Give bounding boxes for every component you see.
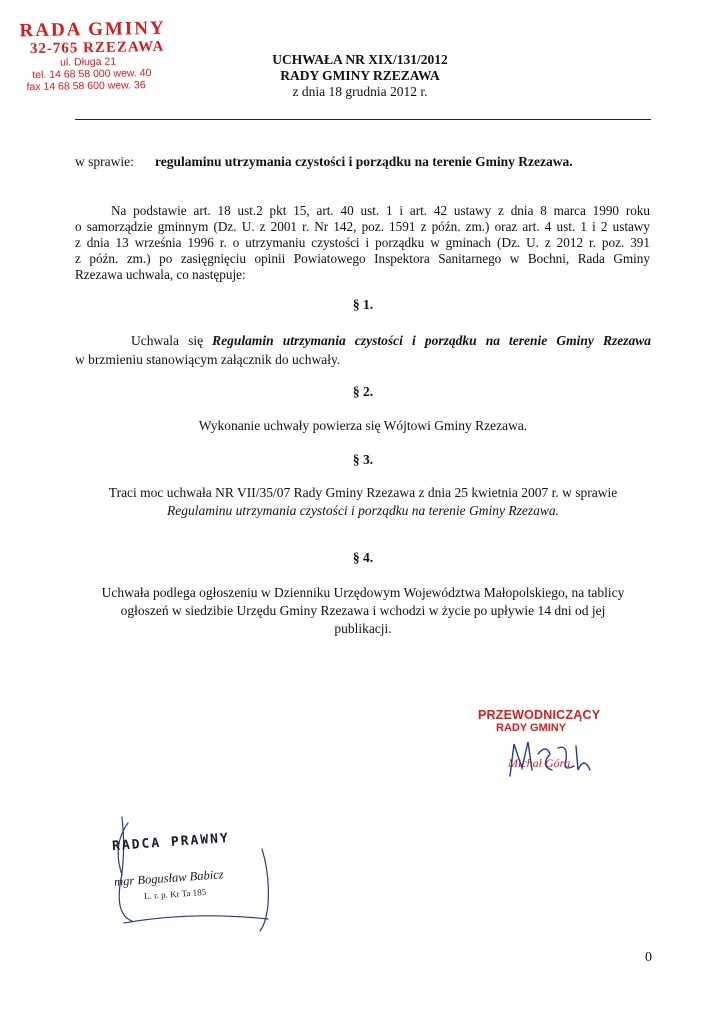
chairman-name: Michał Góra <box>508 756 571 770</box>
preamble-line: z dnia 13 września 1996 r. o utrzymaniu czystości i porządku w gminach (Dz. U. z 2012 r. poz. 391 <box>75 235 650 250</box>
stamp-phone: tel. 14 68 58 000 wew. 40 <box>32 67 152 82</box>
resolution-date: z dnia 18 grudnia 2012 r. <box>292 84 428 99</box>
council-stamp <box>15 19 176 94</box>
legal-advisor-stamp <box>92 815 292 935</box>
section-1-prefix: Uchwala się <box>131 333 213 348</box>
preamble-line: z późn. zm.) po zasięgnięciu opinii Powiatowego Inspektora Sanitarnego w Bochni, Rada Gminy <box>75 251 650 266</box>
page-number: 0 <box>645 950 652 965</box>
header-divider <box>75 119 651 120</box>
preamble-line: Rzezawa uchwala, co następuje: <box>75 267 246 282</box>
preamble-line: o samorządzie gminnym (Dz. U. z 2001 r. Nr 142, poz. 1591 z późn. zm.) oraz art. 4 ust. 1 i 2 ustawy <box>75 219 650 234</box>
section-4-line: ogłoszeń w siedzibie Urzędu Gminy Rzezawa i wchodzi w życie po upływie 14 dni od jej <box>120 603 606 618</box>
legal-advisor-number: L. r. p. Kr Ta 185 <box>143 886 207 902</box>
chairman-signature <box>488 726 608 786</box>
preamble <box>75 203 650 283</box>
legal-advisor-title: RADCA PRAWNY <box>111 830 231 855</box>
section-1-text <box>75 331 651 369</box>
section-4-text <box>75 584 651 638</box>
chairman-stamp <box>478 708 628 771</box>
section-3-main: Traci moc uchwała NR VII/35/07 Rady Gminy Rzezawa z dnia 25 kwietnia 2007 r. w sprawie <box>108 485 618 500</box>
preamble-line: Na podstawie art. 18 ust.2 pkt 15, art. 40 ust. 1 i art. 42 ustawy z dnia 8 marca 1990 roku <box>111 203 650 218</box>
section-4-heading: § 4. <box>352 550 374 565</box>
regulation-title: Regulamin utrzymania czystości i porządku na terenie Gminy Rzezawa <box>212 333 651 348</box>
section-3-text <box>75 484 651 520</box>
stamp-street: ul. Długa 21 <box>60 55 117 69</box>
stamp-fax: fax 14 68 58 600 wew. 36 <box>26 79 146 94</box>
section-3-heading: § 3. <box>352 452 374 467</box>
chairman-subtitle: RADY GMINY <box>496 722 567 734</box>
resolution-number: UCHWAŁA NR XIX/131/2012 <box>272 52 448 67</box>
legal-advisor-name: mgr Bogusław Babicz <box>113 867 225 889</box>
chairman-title: PRZEWODNICZĄCY <box>478 708 601 722</box>
subject-label: w sprawie: <box>75 154 134 169</box>
section-4-line: publikacji. <box>334 621 392 636</box>
document-header <box>190 52 530 100</box>
subject-text: regulaminu utrzymania czystości i porządku na terenie Gminy Rzezawa. <box>155 154 573 169</box>
issuing-body: RADY GMINY RZEZAWA <box>280 68 440 83</box>
section-2-heading: § 2. <box>352 384 374 399</box>
section-3-italic: Regulaminu utrzymania czystości i porządku na terenie Gminy Rzezawa. <box>166 503 560 518</box>
resolution-subject <box>75 154 573 170</box>
stamp-postal-code: 32-765 RZEZAWA <box>29 38 165 58</box>
stamp-council-name: RADA GMINY <box>19 17 166 42</box>
section-4-line: Uchwała podlega ogłoszeniu w Dzienniku Urzędowym Województwa Małopolskiego, na tablicy <box>101 585 625 600</box>
section-1-heading: § 1. <box>352 297 374 312</box>
section-1-suffix: w brzmieniu stanowiącym załącznik do uchwały. <box>75 352 341 367</box>
section-2-text: Wykonanie uchwały powierza się Wójtowi Gminy Rzezawa. <box>198 418 528 433</box>
